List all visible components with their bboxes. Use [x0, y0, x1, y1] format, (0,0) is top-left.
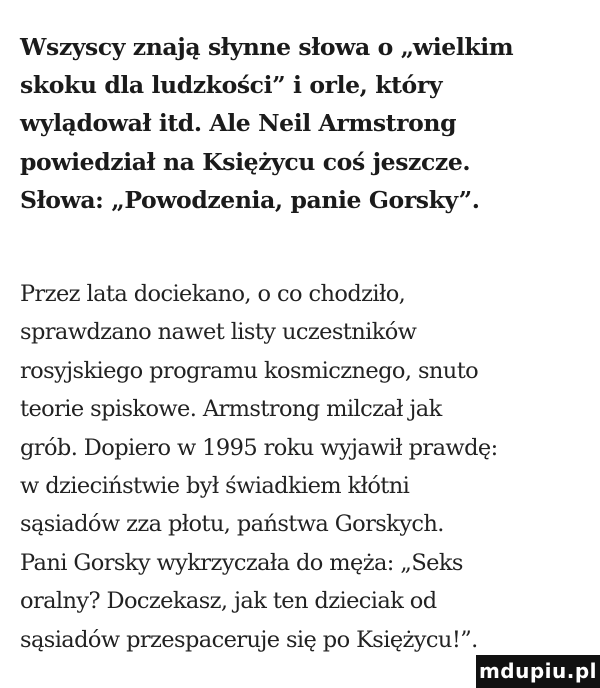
headline-line: Wszyscy znają słynne słowa o „wielkim [20, 33, 514, 61]
headline-line: skoku dla ludzkości” i orle, który [20, 71, 443, 100]
headline [20, 28, 592, 219]
body-line: teorie spiskowe. Armstrong milczał jak [20, 396, 442, 423]
headline-line: Słowa: „Powodzenia, panie Gorsky”. [20, 185, 480, 214]
body-line: Pani Gorsky wykrzyczała do męża: „Seks [20, 549, 463, 576]
watermark-logo: mdupiu.pl [476, 655, 600, 688]
body-line: w dzieciństwie był świadkiem kłótni [20, 473, 410, 500]
body-line: Przez lata dociekano, o co chodziło, [20, 281, 406, 308]
body-line: oralny? Doczekasz, jak ten dzieciak od [20, 588, 437, 615]
article [20, 28, 592, 659]
body-line: rosyjskiego programu kosmicznego, snuto [20, 357, 479, 384]
body-line: grób. Dopiero w 1995 roku wyjawił prawdę: [20, 434, 498, 461]
headline-line: powiedział na Księżycu coś jeszcze. [20, 147, 471, 176]
headline-line: wylądował itd. Ale Neil Armstrong [20, 109, 457, 138]
body-line: sprawdzano nawet listy uczestników [20, 319, 417, 346]
body-line: sąsiadów zza płotu, państwa Gorskych. [20, 511, 444, 538]
body-paragraph [20, 275, 592, 659]
body-line: sąsiadów przespaceruje się po Księżycu!”. [20, 626, 478, 653]
